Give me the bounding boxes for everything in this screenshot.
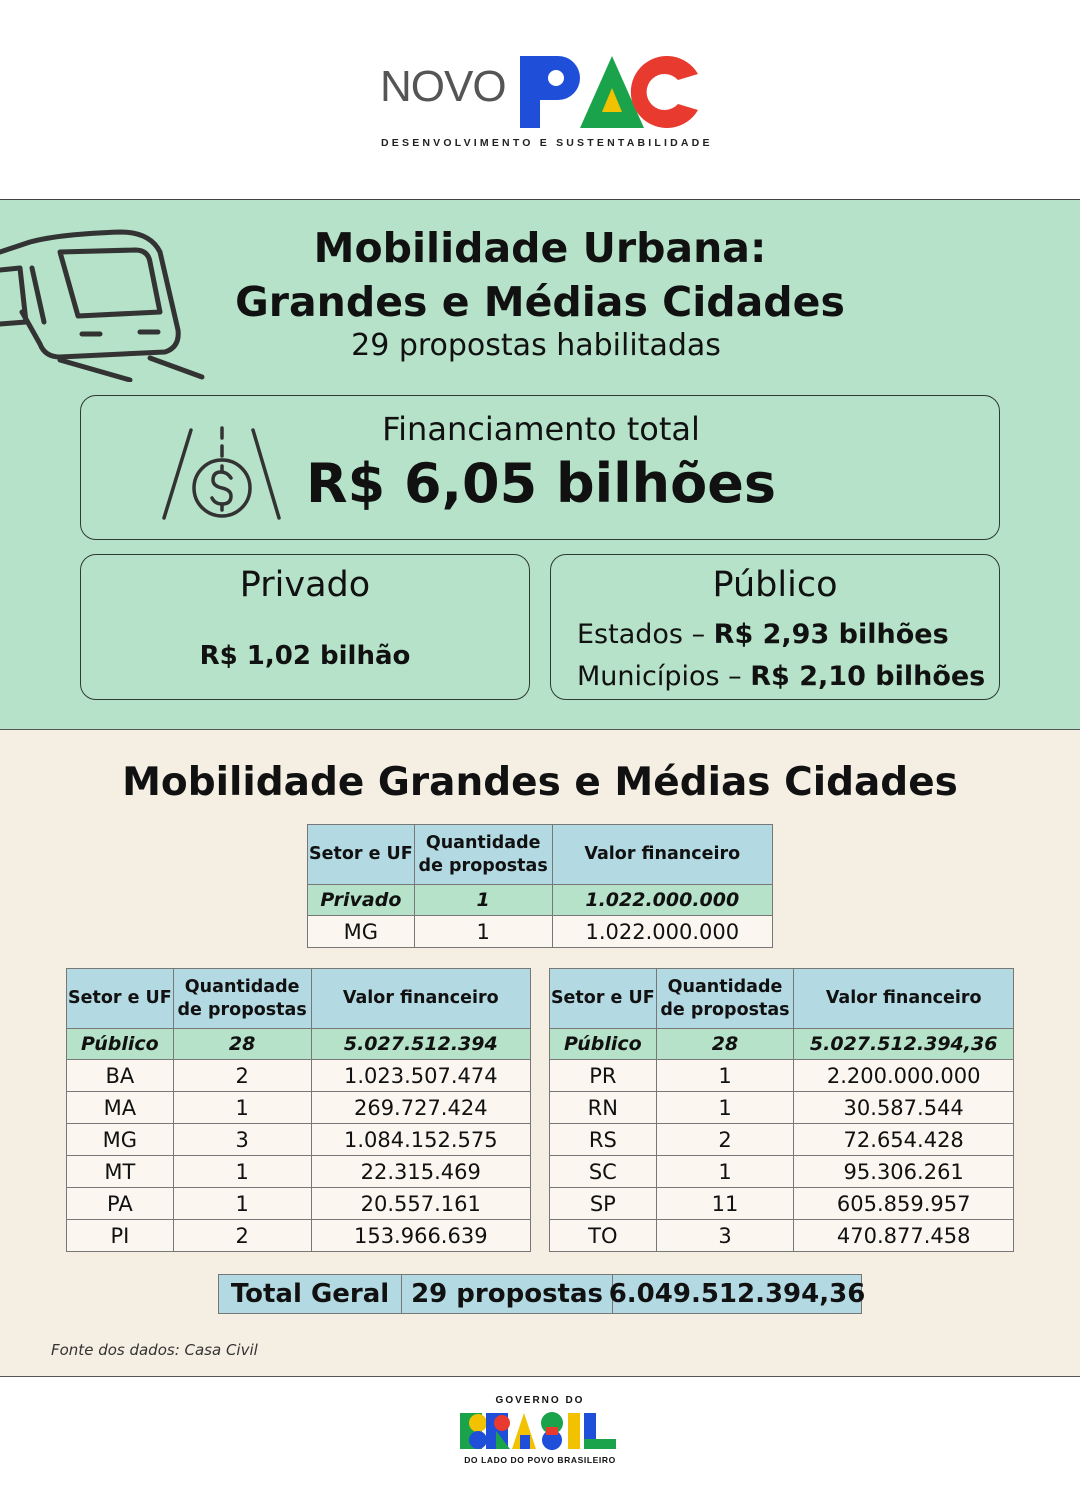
- header-value: Valor financeiro: [552, 825, 772, 885]
- table-row: [67, 1092, 531, 1124]
- tables-section-title: Mobilidade Grandes e Médias Cidades: [122, 760, 958, 805]
- table-cell: 1: [656, 1156, 794, 1188]
- table-cell: 1.022.000.000: [552, 885, 772, 916]
- public-cities-line: [577, 661, 985, 692]
- table-cell: MG: [308, 916, 415, 948]
- table-cell: 22.315.469: [311, 1156, 530, 1188]
- table-header-row: [308, 825, 773, 885]
- private-value: R$ 1,02 bilhão: [199, 641, 411, 671]
- gov-logo-top-text: GOVERNO DO: [495, 1395, 585, 1406]
- table-cell: 28: [173, 1029, 311, 1060]
- header-count: Quantidade de propostas: [656, 969, 794, 1029]
- summary-row: [67, 1029, 531, 1060]
- table-cell: SP: [550, 1188, 657, 1220]
- hero-subtitle: 29 propostas habilitadas: [351, 328, 721, 363]
- table-row: [67, 1060, 531, 1092]
- table-cell: 1: [414, 916, 552, 948]
- table-row: [550, 1156, 1014, 1188]
- public-states-line: [577, 619, 949, 650]
- states-value: R$ 2,93 bilhões: [713, 619, 949, 650]
- table-cell: SC: [550, 1156, 657, 1188]
- public-table-right: [549, 968, 1014, 1252]
- gov-logo-bottom-text: DO LADO DO POVO BRASILEIRO: [464, 1455, 616, 1465]
- governo-brasil-logo: [460, 1409, 620, 1453]
- grand-total-label: Total Geral: [219, 1275, 402, 1313]
- table-cell: 95.306.261: [794, 1156, 1014, 1188]
- table-cell: Público: [67, 1029, 174, 1060]
- public-box: [550, 554, 1000, 700]
- table-cell: 1: [173, 1188, 311, 1220]
- table-cell: 30.587.544: [794, 1092, 1014, 1124]
- total-financing-label: Financiamento total: [382, 410, 700, 448]
- table-cell: 1.022.000.000: [552, 916, 772, 948]
- header-value: Valor financeiro: [794, 969, 1014, 1029]
- table-cell: 11: [656, 1188, 794, 1220]
- pac-logo: [520, 52, 700, 132]
- header-sector: Setor e UF: [67, 969, 174, 1029]
- table-cell: PA: [67, 1188, 174, 1220]
- table-cell: 2: [173, 1060, 311, 1092]
- table-cell: 3: [173, 1124, 311, 1156]
- table-cell: 153.966.639: [311, 1220, 530, 1252]
- logo-novo-text: NOVO: [380, 62, 506, 111]
- table-cell: PR: [550, 1060, 657, 1092]
- table-cell: 1: [656, 1060, 794, 1092]
- table-cell: 1: [173, 1156, 311, 1188]
- table-header-row: [550, 969, 1014, 1029]
- table-cell: RS: [550, 1124, 657, 1156]
- table-cell: 2: [656, 1124, 794, 1156]
- table-cell: BA: [67, 1060, 174, 1092]
- data-source-note: Fonte dos dados: Casa Civil: [51, 1341, 258, 1359]
- header-sector: Setor e UF: [308, 825, 415, 885]
- grand-total-count: 29 propostas: [402, 1275, 613, 1313]
- header-sector: Setor e UF: [550, 969, 657, 1029]
- header-count: Quantidade de propostas: [414, 825, 552, 885]
- table-row: [550, 1220, 1014, 1252]
- hero-title-line1: Mobilidade Urbana:: [313, 224, 767, 272]
- summary-row: [550, 1029, 1014, 1060]
- table-cell: 470.877.458: [794, 1220, 1014, 1252]
- table-cell: Público: [550, 1029, 657, 1060]
- table-cell: 605.859.957: [794, 1188, 1014, 1220]
- public-heading: Público: [712, 565, 838, 605]
- logo-subtitle: DESENVOLVIMENTO E SUSTENTABILIDADE: [381, 137, 713, 149]
- table-row: [550, 1092, 1014, 1124]
- cities-value: R$ 2,10 bilhões: [750, 661, 986, 692]
- table-cell: Privado: [308, 885, 415, 916]
- header-count: Quantidade de propostas: [173, 969, 311, 1029]
- private-table: [307, 824, 773, 948]
- table-row: [550, 1060, 1014, 1092]
- hero-section: [0, 200, 1080, 730]
- table-cell: 269.727.424: [311, 1092, 530, 1124]
- table-cell: 1: [414, 885, 552, 916]
- summary-row: [308, 885, 773, 916]
- private-heading: Privado: [239, 565, 371, 605]
- table-cell: 3: [656, 1220, 794, 1252]
- table-row: [67, 1220, 531, 1252]
- public-table-left: [66, 968, 531, 1252]
- tables-section: [0, 730, 1080, 1377]
- header-value: Valor financeiro: [311, 969, 530, 1029]
- total-financing-value: R$ 6,05 bilhões: [306, 452, 776, 515]
- table-header-row: [67, 969, 531, 1029]
- cities-label: Municípios –: [577, 661, 751, 692]
- table-cell: 5.027.512.394,36: [794, 1029, 1014, 1060]
- table-cell: 1: [656, 1092, 794, 1124]
- table-cell: 2.200.000.000: [794, 1060, 1014, 1092]
- table-row: [308, 916, 773, 948]
- table-cell: 1.084.152.575: [311, 1124, 530, 1156]
- table-cell: PI: [67, 1220, 174, 1252]
- table-cell: 2: [173, 1220, 311, 1252]
- table-cell: 72.654.428: [794, 1124, 1014, 1156]
- footer: [0, 1377, 1080, 1485]
- table-row: [550, 1188, 1014, 1220]
- table-cell: 28: [656, 1029, 794, 1060]
- table-cell: MG: [67, 1124, 174, 1156]
- table-cell: MT: [67, 1156, 174, 1188]
- table-cell: 1: [173, 1092, 311, 1124]
- table-row: [67, 1156, 531, 1188]
- table-cell: TO: [550, 1220, 657, 1252]
- table-row: [67, 1124, 531, 1156]
- road-money-icon: [161, 410, 286, 520]
- table-cell: 20.557.161: [311, 1188, 530, 1220]
- table-row: [550, 1124, 1014, 1156]
- grand-total-bar: [218, 1274, 866, 1314]
- table-cell: 1.023.507.474: [311, 1060, 530, 1092]
- table-cell: MA: [67, 1092, 174, 1124]
- header: [0, 0, 1080, 200]
- states-label: Estados –: [577, 619, 714, 650]
- grand-total-value: 6.049.512.394,36: [608, 1279, 866, 1309]
- table-cell: RN: [550, 1092, 657, 1124]
- table-row: [67, 1188, 531, 1220]
- total-financing-box: [80, 395, 1000, 540]
- hero-title-line2: Grandes e Médias Cidades: [235, 278, 845, 326]
- table-cell: 5.027.512.394: [311, 1029, 530, 1060]
- private-box: [80, 554, 530, 700]
